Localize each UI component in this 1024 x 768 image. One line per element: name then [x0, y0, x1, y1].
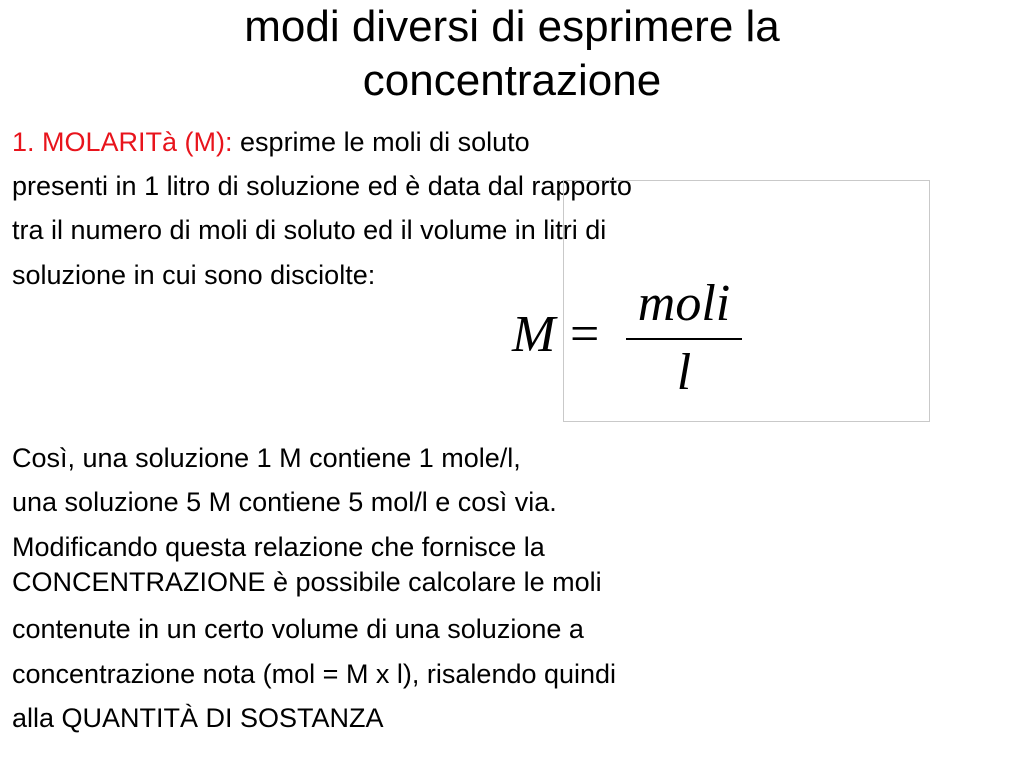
body-line-4: CONCENTRAZIONE è possibile calcolare le moli — [12, 567, 602, 597]
formula-equals: = — [570, 306, 600, 363]
slide-title-line-2: concentrazione — [362, 56, 662, 105]
molarity-formula — [500, 275, 760, 415]
body-line-1: Così, una soluzione 1 M contiene 1 mole/l, — [12, 443, 521, 473]
formula-denominator: l — [676, 344, 692, 401]
body-line-3: Modificando questa relazione che fornisce la — [12, 532, 545, 562]
body-line-6: concentrazione nota (mol = M x l), risalendo quindi — [12, 659, 617, 689]
body-line-5: contenute in un certo volume di una soluzione a — [12, 614, 584, 644]
formula-numerator: moli — [637, 275, 731, 332]
slide-title — [0, 0, 1024, 108]
definition-line-1 — [12, 126, 530, 158]
body-line-2: una soluzione 5 M contiene 5 mol/l e così via. — [12, 487, 557, 517]
fraction-bar — [626, 338, 742, 340]
slide-title-line-1: modi diversi di esprimere la — [244, 2, 780, 51]
definition-line-4: soluzione in cui sono disciolte: — [12, 260, 376, 290]
body-line-7: alla QUANTITÀ DI SOSTANZA — [12, 703, 384, 733]
definition-line-3: tra il numero di moli di soluto ed il volume in litri di — [12, 215, 607, 245]
molarity-label: 1. MOLARITà (M): — [12, 127, 233, 157]
definition-line-1-text: esprime le moli di soluto — [232, 127, 530, 157]
definition-line-2: presenti in 1 litro di soluzione ed è data dal rapporto — [12, 171, 632, 201]
formula-lhs: M — [512, 306, 556, 363]
